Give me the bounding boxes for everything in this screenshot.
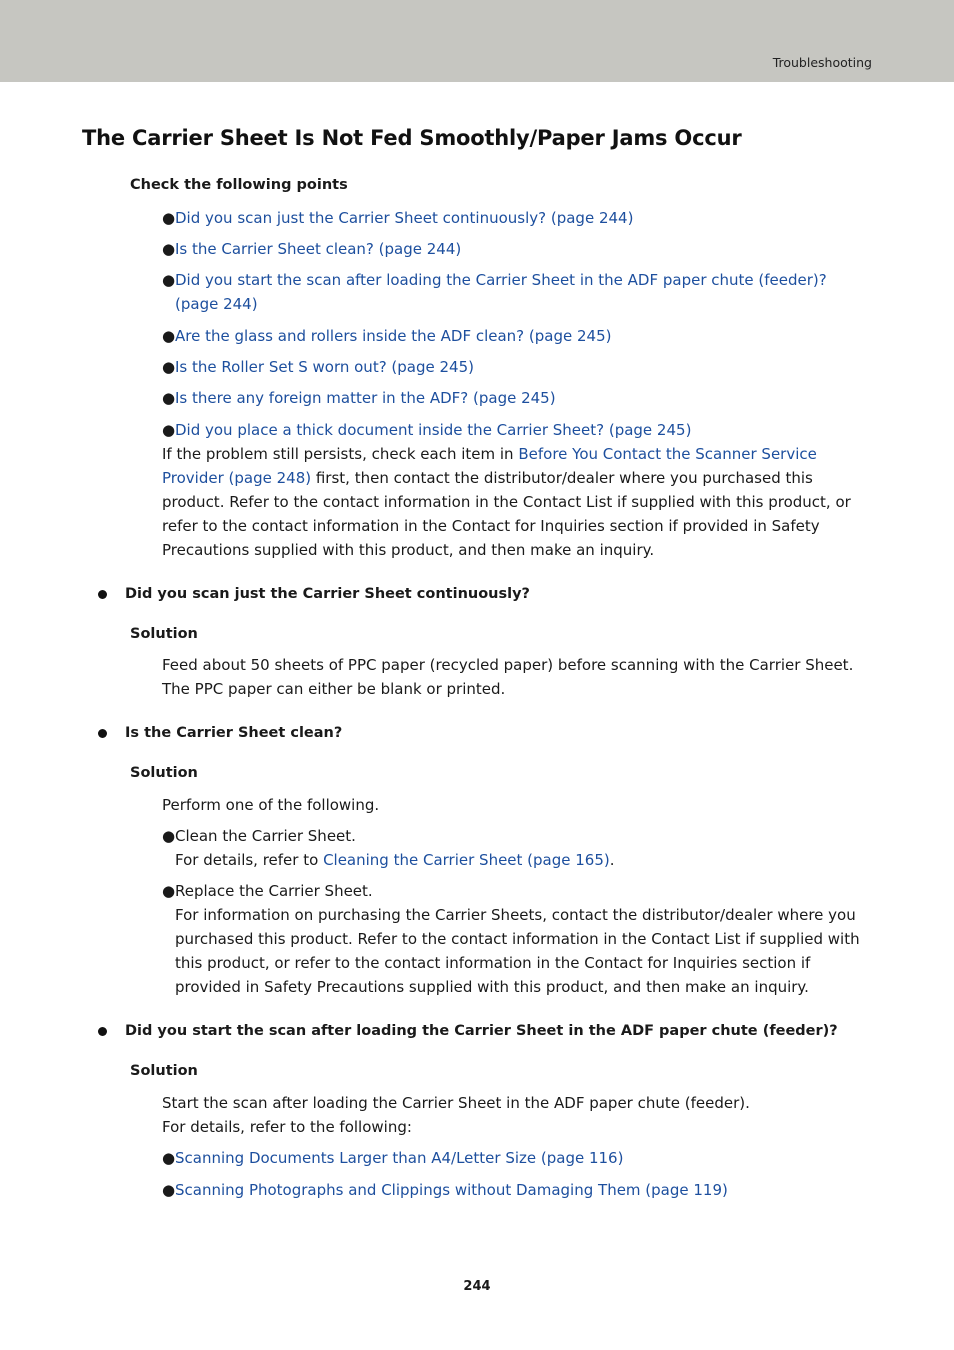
option-title: Clean the Carrier Sheet. (175, 827, 356, 845)
bullet-icon: ● (162, 327, 176, 345)
check-heading: Check the following points (130, 177, 348, 193)
solution-text: Feed about 50 sheets of PPC paper (recycled paper) before scanning with the Carrier Sheet. The PPC paper can either be blank or printed. (162, 656, 854, 698)
bullet-icon: ● (162, 882, 176, 900)
bullet-icon: ● (162, 421, 176, 439)
solution-option (162, 824, 862, 872)
option-detail: For information on purchasing the Carrier Sheets, contact the distributor/dealer where you purchased this product. Refer to the contact information in the Contact List if supplied with this product, or refer to the contact information in the Contact for Inquiries section if provided in Safety Precautions supplied with this product, and then make an inquiry. (175, 906, 860, 996)
check-item-link[interactable]: Did you start the scan after loading the Carrier Sheet in the ADF paper chute (feeder)? (page 244) (175, 271, 827, 313)
bullet-icon: ● (162, 358, 176, 376)
option-title: Replace the Carrier Sheet. (175, 882, 373, 900)
option-detail-text: For details, refer to (175, 851, 324, 869)
support-note-text: first, then contact the distributor/dealer where you purchased this product. Refer to the contact information in the Contact List if supplied with this product, or refer to the contact information in the Contact for Inquiries section if provided in Safety Precautions supplied with this product, and then make an inquiry. (162, 469, 851, 559)
support-note (162, 442, 862, 562)
support-note-text: If the problem still persists, check each item in (162, 445, 519, 463)
check-list-item[interactable] (162, 355, 882, 379)
check-list-item[interactable] (162, 206, 882, 230)
reference-link[interactable]: Scanning Photographs and Clippings without Damaging Them (page 119) (175, 1181, 728, 1199)
page-title: The Carrier Sheet Is Not Fed Smoothly/Paper Jams Occur (82, 126, 742, 150)
bullet-icon: ● (162, 827, 176, 845)
check-list-item[interactable] (162, 386, 882, 410)
bullet-icon: ● (162, 271, 176, 289)
bullet-icon: ● (162, 1149, 176, 1167)
question-heading: Did you start the scan after loading the Carrier Sheet in the ADF paper chute (feeder)? (125, 1023, 838, 1039)
question-bullet-icon (98, 729, 107, 738)
question-heading: Is the Carrier Sheet clean? (125, 725, 343, 741)
check-item-link[interactable]: Are the glass and rollers inside the ADF clean? (page 245) (175, 327, 612, 345)
option-detail-text: . (609, 851, 615, 869)
page-number: 244 (463, 1279, 491, 1294)
reference-link[interactable]: Scanning Documents Larger than A4/Letter Size (page 116) (175, 1149, 624, 1167)
bullet-icon: ● (162, 1181, 176, 1199)
solution-option (162, 879, 862, 999)
bullet-icon: ● (162, 240, 176, 258)
check-item-link[interactable]: Is there any foreign matter in the ADF? (page 245) (175, 389, 556, 407)
check-item-link[interactable]: Is the Carrier Sheet clean? (page 244) (175, 240, 462, 258)
option-detail (162, 848, 862, 872)
question-heading: Did you scan just the Carrier Sheet continuously? (125, 586, 530, 602)
check-item-link[interactable]: Is the Roller Set S worn out? (page 245) (175, 358, 474, 376)
reference-list-item[interactable] (162, 1146, 862, 1170)
solution-text: For details, refer to the following: (162, 1118, 412, 1136)
check-list-item[interactable] (162, 418, 882, 442)
header-bar (0, 0, 954, 82)
solution-text: Start the scan after loading the Carrier Sheet in the ADF paper chute (feeder). (162, 1094, 750, 1112)
question-bullet-icon (98, 590, 107, 599)
check-list-item[interactable] (162, 324, 882, 348)
solution-label: Solution (130, 1063, 198, 1079)
check-list-item[interactable] (162, 268, 874, 316)
check-list-item[interactable] (162, 237, 882, 261)
check-item-link[interactable]: Did you scan just the Carrier Sheet continuously? (page 244) (175, 209, 634, 227)
section-label: Troubleshooting (772, 55, 872, 70)
before-contact-link[interactable]: Before You Contact the Scanner Service Provider (page 248) (162, 445, 817, 487)
solution-intro: Perform one of the following. (162, 796, 380, 814)
solution-label: Solution (130, 626, 198, 642)
solution-label: Solution (130, 765, 198, 781)
cleaning-carrier-sheet-link[interactable]: Cleaning the Carrier Sheet (page 165) (323, 851, 610, 869)
question-bullet-icon (98, 1027, 107, 1036)
bullet-icon: ● (162, 389, 176, 407)
bullet-icon: ● (162, 209, 176, 227)
check-item-link[interactable]: Did you place a thick document inside the Carrier Sheet? (page 245) (175, 421, 692, 439)
reference-list-item[interactable] (162, 1178, 862, 1202)
